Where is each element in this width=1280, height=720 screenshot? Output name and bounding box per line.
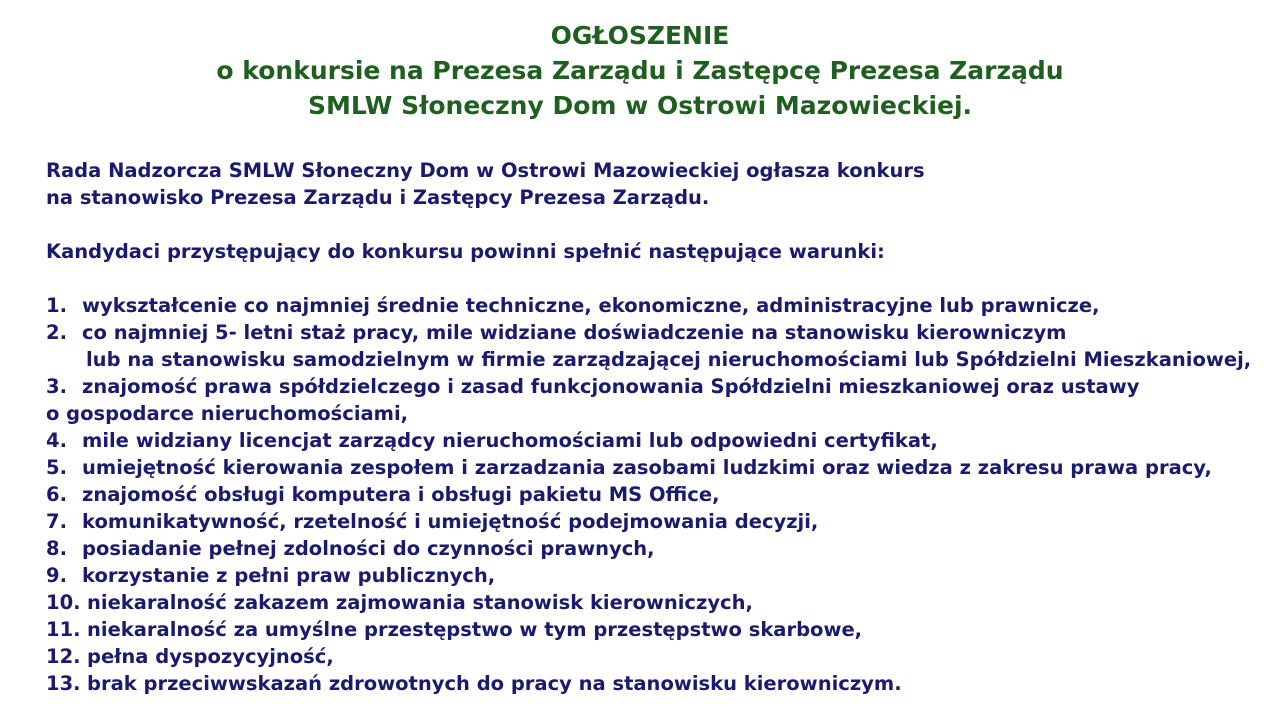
list-item	[46, 562, 1276, 589]
list-item	[46, 481, 1276, 508]
list-item-text: pełna dyspozycyjność,	[87, 645, 334, 668]
list-item	[46, 670, 1276, 697]
spacer	[46, 211, 1276, 238]
list-item-text: komunikatywność, rzetelność i umiejętność podejmowania decyzji,	[82, 510, 819, 533]
list-item-text: wykształcenie co najmniej średnie techniczne, ekonomiczne, administracyjne lub prawnicze,	[82, 294, 1100, 317]
list-item-text: umiejętność kierowania zespołem i zarzadzania zasobami ludzkimi oraz wiedza z zakresu prawa pracy,	[82, 456, 1212, 479]
intro-line-2: na stanowisko Prezesa Zarządu i Zastępcy Prezesa Zarządu.	[46, 186, 710, 209]
list-item-text: mile widziany licencjat zarządcy nieruchomościami lub odpowiedni certyfikat,	[82, 429, 938, 452]
list-item	[46, 319, 1276, 346]
list-item	[46, 292, 1276, 319]
list-item	[46, 616, 1276, 643]
list-item-text: niekaralność zakazem zajmowania stanowisk kierowniczych,	[87, 591, 753, 614]
list-item	[46, 535, 1276, 562]
list-item	[46, 427, 1276, 454]
title-line-3: SMLW Słoneczny Dom w Ostrowi Mazowieckiej.	[307, 91, 973, 120]
list-item-text: znajomość obsługi komputera i obsługi pakietu MS Office,	[82, 483, 720, 506]
intro-line-1: Rada Nadzorcza SMLW Słoneczny Dom w Ostrowi Mazowieckiej ogłasza konkurs	[46, 159, 925, 182]
list-item-text: korzystanie z pełni praw publicznych,	[82, 564, 496, 587]
announcement-body	[46, 157, 1276, 697]
title-line-2: o konkursie na Prezesa Zarządu i Zastępcę Prezesa Zarządu	[216, 56, 1064, 85]
list-item-number: 4.	[46, 429, 67, 452]
list-item-text: posiadanie pełnej zdolności do czynności prawnych,	[82, 537, 655, 560]
list-item-number: 7.	[46, 510, 67, 533]
list-item-text: brak przeciwwskazań zdrowotnych do pracy na stanowisku kierowniczym.	[87, 672, 902, 695]
list-item-number: 11.	[46, 618, 81, 641]
list-item-number: 9.	[46, 564, 67, 587]
list-item-number: 1.	[46, 294, 67, 317]
list-item-continuation: lub na stanowisku samodzielnym w firmie zarządzającej nieruchomościami lub Spółdzielni Mieszkaniowej,	[86, 348, 1252, 371]
list-item	[46, 454, 1276, 481]
list-item	[46, 373, 1276, 400]
list-item-text: znajomość prawa spółdzielczego i zasad funkcjonowania Spółdzielni mieszkaniowej oraz ustawy	[82, 375, 1140, 398]
list-item-text: niekaralność za umyślne przestępstwo w tym przestępstwo skarbowe,	[87, 618, 863, 641]
list-item-number: 13.	[46, 672, 81, 695]
list-item-number: 10.	[46, 591, 81, 614]
title-line-1: OGŁOSZENIE	[550, 21, 730, 50]
conditions-heading: Kandydaci przystępujący do konkursu powinni spełnić następujące warunki:	[46, 240, 885, 263]
list-item-number: 12.	[46, 645, 81, 668]
list-item-number: 5.	[46, 456, 67, 479]
list-item	[46, 508, 1276, 535]
list-item-continuation: o gospodarce nieruchomościami,	[46, 402, 409, 425]
list-item-number: 6.	[46, 483, 67, 506]
list-item-text: co najmniej 5- letni staż pracy, mile widziane doświadczenie na stanowisku kierowniczym	[82, 321, 1067, 344]
list-item-number: 3.	[46, 375, 67, 398]
list-item-number: 2.	[46, 321, 67, 344]
list-item	[46, 589, 1276, 616]
list-item-number: 8.	[46, 537, 67, 560]
list-item	[46, 643, 1276, 670]
conditions-list	[46, 292, 1276, 697]
spacer	[46, 265, 1276, 292]
announcement-title	[0, 18, 1280, 123]
